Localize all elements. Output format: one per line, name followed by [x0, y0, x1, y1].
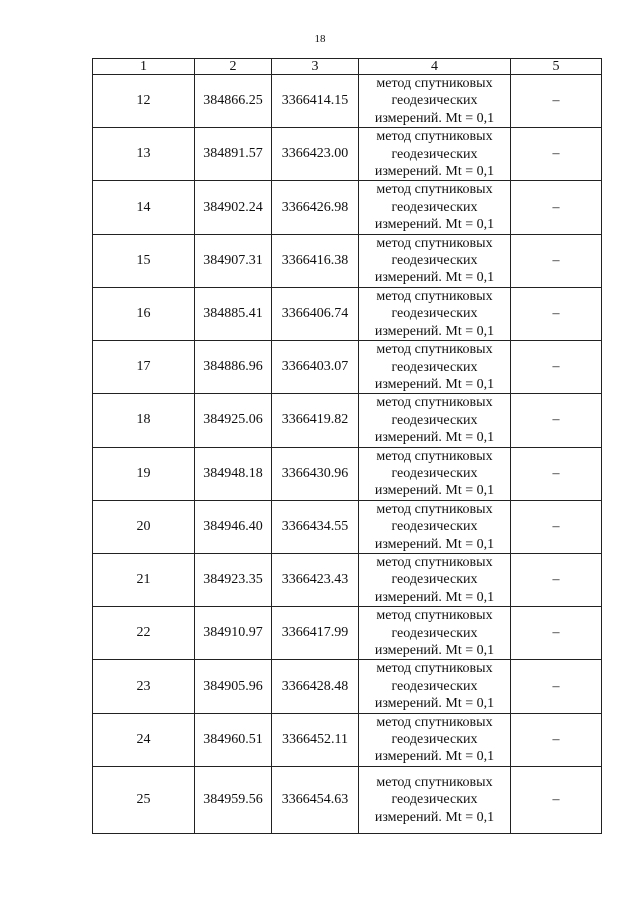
- note-cell: –: [511, 500, 602, 553]
- point-number-cell: 15: [93, 234, 195, 287]
- point-number-cell: 23: [93, 660, 195, 713]
- note-cell: –: [511, 713, 602, 766]
- point-number-cell: 24: [93, 713, 195, 766]
- method-line: измерений. Mt = 0,1: [374, 430, 495, 446]
- method-line: геодезических: [391, 146, 478, 162]
- table-row: [93, 128, 602, 181]
- method-line: метод спутниковых: [376, 395, 493, 411]
- method-line: метод спутниковых: [376, 714, 493, 730]
- table-row: [93, 713, 602, 766]
- x-coordinate-cell: 384902.24: [195, 181, 272, 234]
- method-line: метод спутниковых: [376, 76, 493, 91]
- method-line: геодезических: [391, 199, 478, 215]
- x-coordinate-cell: 384905.96: [195, 660, 272, 713]
- point-number-cell: 19: [93, 447, 195, 500]
- point-number-cell: 13: [93, 128, 195, 181]
- y-coordinate-cell: 3366414.15: [272, 75, 359, 128]
- method-line: измерений. Mt = 0,1: [374, 643, 495, 658]
- point-number-cell: 18: [93, 394, 195, 447]
- note-cell: –: [511, 341, 602, 394]
- table-row: [93, 660, 602, 713]
- method-line: измерений. Mt = 0,1: [374, 483, 495, 499]
- x-coordinate-cell: 384925.06: [195, 394, 272, 447]
- method-cell: [359, 75, 511, 128]
- y-coordinate-cell: 3366454.63: [272, 766, 359, 833]
- x-coordinate-cell: 384959.56: [195, 766, 272, 833]
- table-row: [93, 447, 602, 500]
- note-cell: –: [511, 447, 602, 500]
- method-cell: [359, 287, 511, 340]
- x-coordinate-cell: 384923.35: [195, 553, 272, 606]
- table-row: [93, 500, 602, 553]
- method-cell: [359, 394, 511, 447]
- method-line: метод спутниковых: [376, 288, 493, 304]
- y-coordinate-cell: 3366406.74: [272, 287, 359, 340]
- x-coordinate-cell: 384946.40: [195, 500, 272, 553]
- y-coordinate-cell: 3366434.55: [272, 500, 359, 553]
- table-row: [93, 234, 602, 287]
- table-row: [93, 75, 602, 128]
- note-cell: –: [511, 660, 602, 713]
- method-line: геодезических: [391, 253, 478, 269]
- method-cell: [359, 553, 511, 606]
- note-cell: –: [511, 128, 602, 181]
- point-number-cell: 17: [93, 341, 195, 394]
- note-cell: –: [511, 181, 602, 234]
- y-coordinate-cell: 3366423.00: [272, 128, 359, 181]
- method-line: измерений. Mt = 0,1: [374, 376, 495, 392]
- header-col-4: 4: [359, 59, 511, 75]
- point-number-cell: 12: [93, 75, 195, 128]
- table-row: [93, 607, 602, 660]
- method-cell: [359, 500, 511, 553]
- method-line: измерений. Mt = 0,1: [374, 164, 495, 180]
- method-line: измерений. Mt = 0,1: [374, 809, 495, 825]
- method-line: геодезических: [391, 625, 478, 641]
- table-row: [93, 287, 602, 340]
- table-row: [93, 181, 602, 234]
- x-coordinate-cell: 384948.18: [195, 447, 272, 500]
- table-row: [93, 553, 602, 606]
- method-cell: [359, 766, 511, 833]
- method-line: измерений. Mt = 0,1: [374, 696, 495, 712]
- method-line: измерений. Mt = 0,1: [374, 110, 495, 126]
- table-row: [93, 766, 602, 833]
- point-number-cell: 22: [93, 607, 195, 660]
- x-coordinate-cell: 384907.31: [195, 234, 272, 287]
- point-number-cell: 20: [93, 500, 195, 553]
- point-number-cell: 14: [93, 181, 195, 234]
- x-coordinate-cell: 384960.51: [195, 713, 272, 766]
- note-cell: –: [511, 766, 602, 833]
- table-header-row: [93, 59, 602, 75]
- note-cell: –: [511, 75, 602, 128]
- method-cell: [359, 234, 511, 287]
- y-coordinate-cell: 3366417.99: [272, 607, 359, 660]
- point-number-cell: 25: [93, 766, 195, 833]
- method-cell: [359, 181, 511, 234]
- x-coordinate-cell: 384885.41: [195, 287, 272, 340]
- x-coordinate-cell: 384866.25: [195, 75, 272, 128]
- method-line: метод спутниковых: [376, 129, 493, 145]
- y-coordinate-cell: 3366403.07: [272, 341, 359, 394]
- method-line: геодезических: [391, 359, 478, 375]
- method-line: геодезических: [391, 732, 478, 748]
- method-line: метод спутниковых: [376, 554, 493, 570]
- method-line: геодезических: [391, 519, 478, 535]
- y-coordinate-cell: 3366430.96: [272, 447, 359, 500]
- y-coordinate-cell: 3366452.11: [272, 713, 359, 766]
- method-line: метод спутниковых: [376, 182, 493, 198]
- method-line: измерений. Mt = 0,1: [374, 589, 495, 605]
- method-line: метод спутниковых: [376, 501, 493, 517]
- x-coordinate-cell: 384886.96: [195, 341, 272, 394]
- method-cell: [359, 713, 511, 766]
- page-number: 18: [314, 33, 326, 45]
- method-line: измерений. Mt = 0,1: [374, 270, 495, 286]
- method-line: метод спутниковых: [376, 448, 493, 464]
- header-col-3: 3: [272, 59, 359, 75]
- y-coordinate-cell: 3366423.43: [272, 553, 359, 606]
- header-col-5: 5: [511, 59, 602, 75]
- method-line: геодезических: [391, 465, 478, 481]
- method-line: метод спутниковых: [376, 661, 493, 677]
- method-cell: [359, 341, 511, 394]
- method-line: измерений. Mt = 0,1: [374, 217, 495, 233]
- y-coordinate-cell: 3366426.98: [272, 181, 359, 234]
- method-line: геодезических: [391, 93, 478, 109]
- method-line: геодезических: [391, 792, 478, 808]
- method-line: геодезических: [391, 678, 478, 694]
- method-line: метод спутниковых: [376, 235, 493, 251]
- table-row: [93, 394, 602, 447]
- table-row: [93, 341, 602, 394]
- method-line: геодезических: [391, 306, 478, 322]
- note-cell: –: [511, 287, 602, 340]
- note-cell: –: [511, 607, 602, 660]
- method-cell: [359, 660, 511, 713]
- point-number-cell: 16: [93, 287, 195, 340]
- y-coordinate-cell: 3366428.48: [272, 660, 359, 713]
- y-coordinate-cell: 3366419.82: [272, 394, 359, 447]
- method-line: метод спутниковых: [376, 774, 493, 790]
- method-cell: [359, 128, 511, 181]
- method-line: геодезических: [391, 572, 478, 588]
- header-col-2: 2: [195, 59, 272, 75]
- point-number-cell: 21: [93, 553, 195, 606]
- method-cell: [359, 447, 511, 500]
- method-line: измерений. Mt = 0,1: [374, 536, 495, 552]
- method-line: измерений. Mt = 0,1: [374, 323, 495, 339]
- x-coordinate-cell: 384910.97: [195, 607, 272, 660]
- method-line: геодезических: [391, 412, 478, 428]
- header-col-1: 1: [93, 59, 195, 75]
- note-cell: –: [511, 234, 602, 287]
- note-cell: –: [511, 394, 602, 447]
- y-coordinate-cell: 3366416.38: [272, 234, 359, 287]
- method-line: метод спутниковых: [376, 608, 493, 624]
- method-line: метод спутниковых: [376, 342, 493, 358]
- x-coordinate-cell: 384891.57: [195, 128, 272, 181]
- method-line: измерений. Mt = 0,1: [374, 749, 495, 765]
- coordinates-table: [92, 58, 602, 834]
- note-cell: –: [511, 553, 602, 606]
- method-cell: [359, 607, 511, 660]
